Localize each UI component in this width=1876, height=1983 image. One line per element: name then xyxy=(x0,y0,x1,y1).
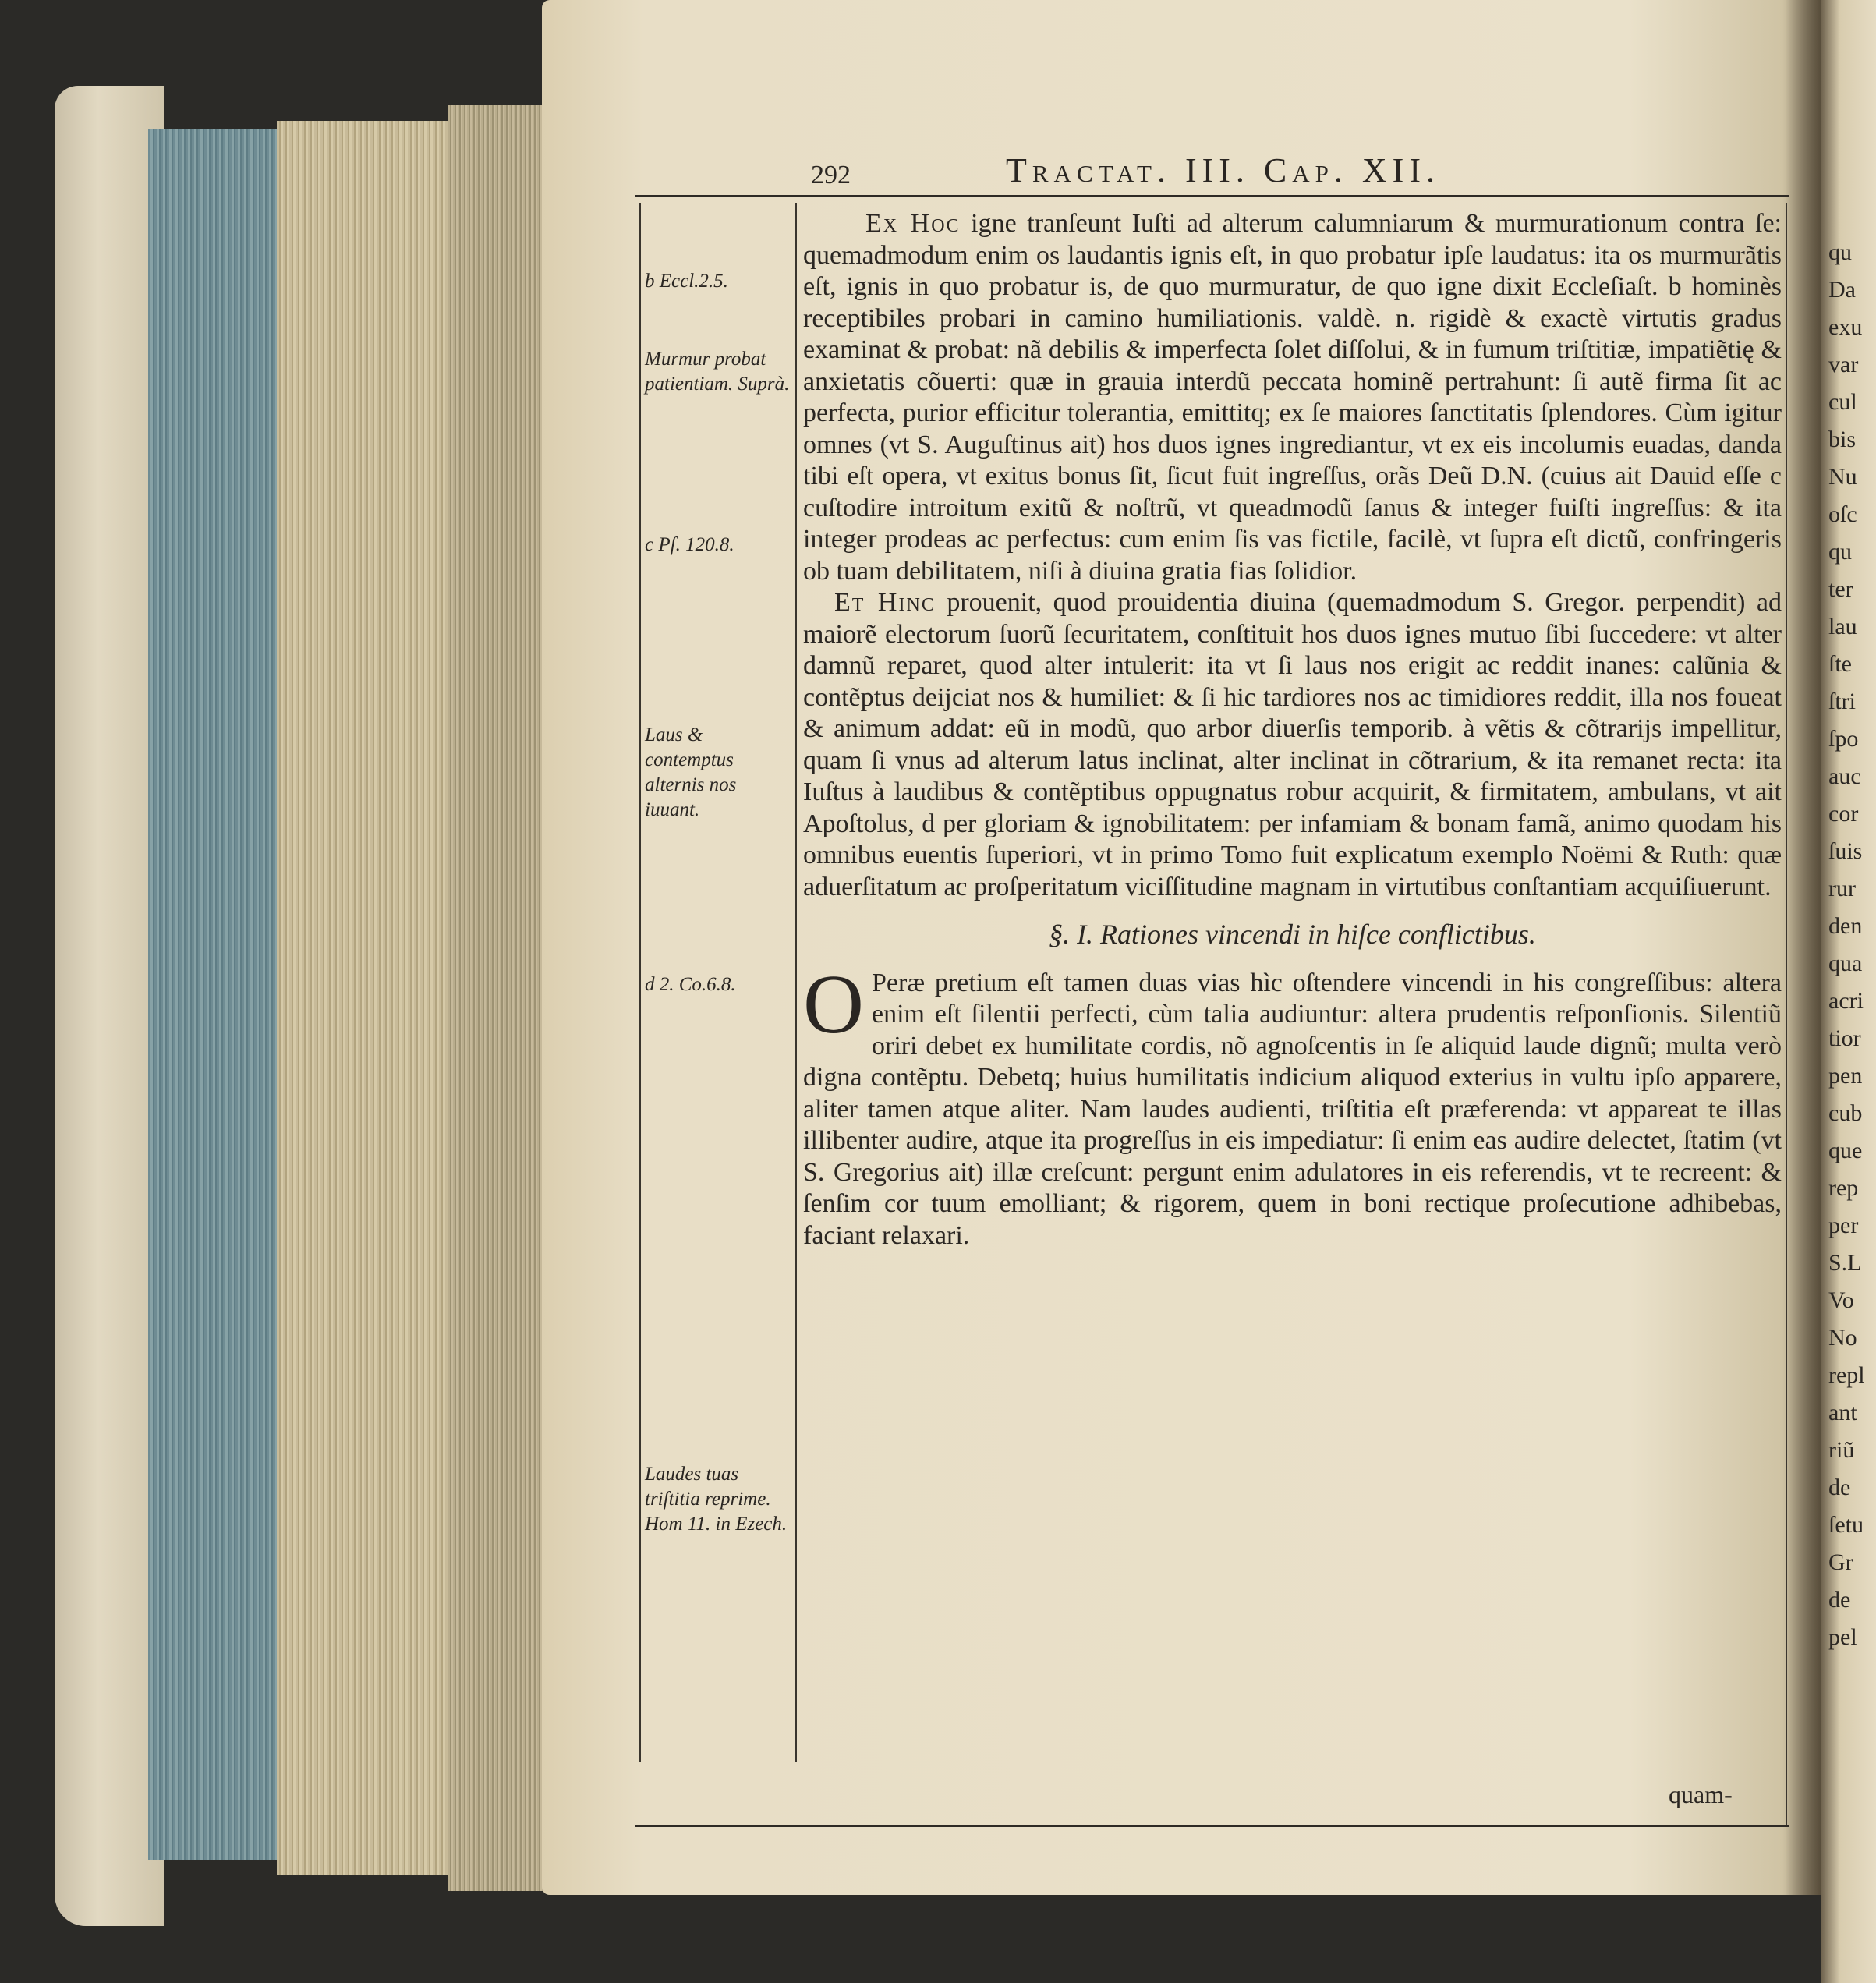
facing-line: Vo xyxy=(1828,1287,1854,1313)
running-head: Tractat. III. Cap. XII. xyxy=(1006,151,1440,189)
page-header xyxy=(635,121,1789,195)
page-edges-blue xyxy=(148,129,281,1860)
margin-note: Laus & contemptus alternis nos iuuant. xyxy=(645,724,737,820)
margin-note: d 2. Co.6.8. xyxy=(645,974,736,995)
facing-line: tior xyxy=(1828,1025,1861,1051)
book-cover xyxy=(55,86,164,1926)
facing-line: No xyxy=(1828,1325,1857,1351)
margin-note: c Pſ. 120.8. xyxy=(645,534,734,555)
margin-note: Murmur probat patientiam. Suprà. xyxy=(645,349,790,395)
facing-line: Da xyxy=(1828,277,1856,303)
facing-line: S.L xyxy=(1828,1250,1862,1276)
margin-note: b Eccl.2.5. xyxy=(645,271,728,292)
paragraph-text: Peræ pretium eſt tamen duas vias hìc oſtendere vincendi in his congreſſibus: altera enim eſt ſilentii perfecti, cùm talia audiuntur: altera prudentis reſponſionis. Silentiũ oriri debet ex humilitate cordis, nõ agnoſcentis in ſe aliquid laude dignũ; multa verò digna contẽptu. Debetq; huius humilitatis indicium aliquod exterius in vultu ipſo apparere, aliter tamen atque aliter. Nam laudes audienti, triſtitia eſt præferenda: vt appareat te illas illibenter audire, atque ita progreſſus in eis impediatur: ſi enim eas audire delectet, ſtatim (vt S. Gregorius ait) illæ creſcunt: pergunt enim adulatores in eis referendis, vt te recreent: & ſenſim cor tuum emolliant; & rigorem, quem in boni rectique proſecutione adhibebas, faciant relaxari. xyxy=(803,968,1782,1250)
facing-line: que xyxy=(1828,1138,1863,1163)
facing-line: ſtri xyxy=(1828,689,1856,714)
facing-line: de xyxy=(1828,1475,1851,1500)
facing-line: var xyxy=(1828,352,1859,377)
margin-note: Laudes tuas triſtitia reprime. Hom 11. in Ezech. xyxy=(645,1464,788,1535)
facing-page-text xyxy=(1828,234,1875,1656)
paragraph-text: igne tranſeunt Iuſti ad alterum calumniarum & murmurationum contra ſe: quemadmodum enim os laudantis ignis eſt, in quo probatur ipſe laudatus: ita os murmurãtis eſt, ignis in quo probatur is, de quo murmuratur, de quo igne dixit Eccleſiaſt. b hominès receptibiles probari in camino humiliationis. valdè. n. rigidè & exactè virtutis gradus examinat & probat: nã debilis & imperfecta ſolet diſſolui, & in fumum triſtitiæ, impatiẽtię & anxietatis cõuerti: quæ in grauia interdũ peccata hominẽ pertrahunt: ſi autẽ firma ſit ac perfecta, purior efficitur tolerantia, emittitq; ex ſe maiores ſanctitatis ſplendores. Cùm igitur omnes (vt S. Auguſtinus ait) hos duos ignes ingrediantur, vt ex eis incolumis euadas, danda tibi eſt opera, vt exitus bonus ſit, ſicut fuit ingreſſus, orãs Deũ D.N. (cuius ait Dauid eſſe c cuſtodire introitum exitũ & noſtrũ, vt queadmodũ ſanus & integer fuiſti ingreſſus: & ita integer prodeas ac perfectus: cum enim ſis vas fictile, facilè, vt ſupra eſt dictũ, confringeris ob tuam debilitatem, niſi à diuina gratia fias ſolidior. xyxy=(803,209,1782,586)
facing-line: Gr xyxy=(1828,1549,1853,1575)
facing-line: pen xyxy=(1828,1063,1863,1089)
paragraph-text: prouenit, quod prouidentia diuina (quemadmodum S. Gregor. perpendit) ad maiorẽ electorum ſuorũ ſecuritatem, conſtituit hos duos ignes mutuo ſibi ſuccedere: vt alter damnũ reparet, quod alter intulerit: ita vt ſi laus nos erigit ac reddit inanes: calũnia & contẽptus deijciat nos & humiliet: & ſi hic tardiores nos ac timidiores reddit, illa nos foueat & animum addat: eũ in modũ, quo arbor diuerſis temporib. à vẽtis & cõtrarijs impellitur, quam ſi vnus ad alterum latus inclinat, alter inclinat in cõtrarium, & ita remanet recta: ita Iuſtus à laudibus & contẽptibus oppugnatus robur acquirit, & firmitatem, ambulans, vt ait Apoſtolus, d per gloriam & ignobilitatem: per infamiam & bonam famã, animo quodam his omnibus euentis ſuperiori, vt in primo Tomo fuit explicatum exemplo Noëmi & Ruth: quæ aduerſitatum ac proſperitatum viciſſitudine magnam in virtutibus conſtantiam acquiſiuerunt. xyxy=(803,588,1782,901)
paragraph-lead: Ex Hoc xyxy=(865,209,961,238)
facing-line: bis xyxy=(1828,427,1857,452)
facing-line: lau xyxy=(1828,614,1857,639)
facing-line: ſuis xyxy=(1828,838,1863,864)
facing-line: repl xyxy=(1828,1362,1865,1388)
text-block xyxy=(635,121,1789,1844)
footer-rule xyxy=(635,1825,1789,1827)
facing-line: auc xyxy=(1828,763,1861,789)
main-text xyxy=(803,208,1782,1252)
section-heading: §. I. Rationes vincendi in hiſce conflictibus. xyxy=(1049,919,1536,950)
facing-line: cul xyxy=(1828,389,1857,415)
facing-line: cub xyxy=(1828,1100,1863,1126)
facing-line: ſte xyxy=(1828,651,1852,677)
facing-line: rep xyxy=(1828,1175,1859,1201)
facing-line: rur xyxy=(1828,876,1856,901)
facing-line: ter xyxy=(1828,576,1853,602)
paragraph xyxy=(803,958,1782,1252)
paragraph xyxy=(803,208,1782,587)
header-rule xyxy=(635,195,1789,197)
facing-line: qu xyxy=(1828,239,1852,265)
facing-line: ant xyxy=(1828,1400,1857,1425)
gutter-shadow xyxy=(1786,0,1821,1895)
drop-cap: O xyxy=(803,958,864,1051)
facing-line: acri xyxy=(1828,988,1864,1014)
facing-line: ſpo xyxy=(1828,726,1859,752)
catchword: quam- xyxy=(1669,1780,1733,1808)
folio-number: 292 xyxy=(811,161,851,189)
paragraph-lead: Et Hinc xyxy=(834,588,936,617)
facing-line: per xyxy=(1828,1213,1859,1238)
facing-line: cor xyxy=(1828,801,1859,827)
facing-line: qua xyxy=(1828,951,1863,976)
facing-line: qu xyxy=(1828,539,1852,565)
right-rule xyxy=(1786,203,1787,1825)
facing-line: riũ xyxy=(1828,1437,1855,1463)
facing-line: de xyxy=(1828,1587,1851,1613)
facing-line: den xyxy=(1828,913,1863,939)
facing-line: exu xyxy=(1828,314,1863,340)
facing-line: oſc xyxy=(1828,501,1857,527)
facing-line: pel xyxy=(1828,1624,1857,1650)
column-rule xyxy=(795,203,797,1762)
facing-line: Nu xyxy=(1828,464,1857,490)
paragraph xyxy=(803,587,1782,903)
facing-line: ſetu xyxy=(1828,1512,1864,1538)
